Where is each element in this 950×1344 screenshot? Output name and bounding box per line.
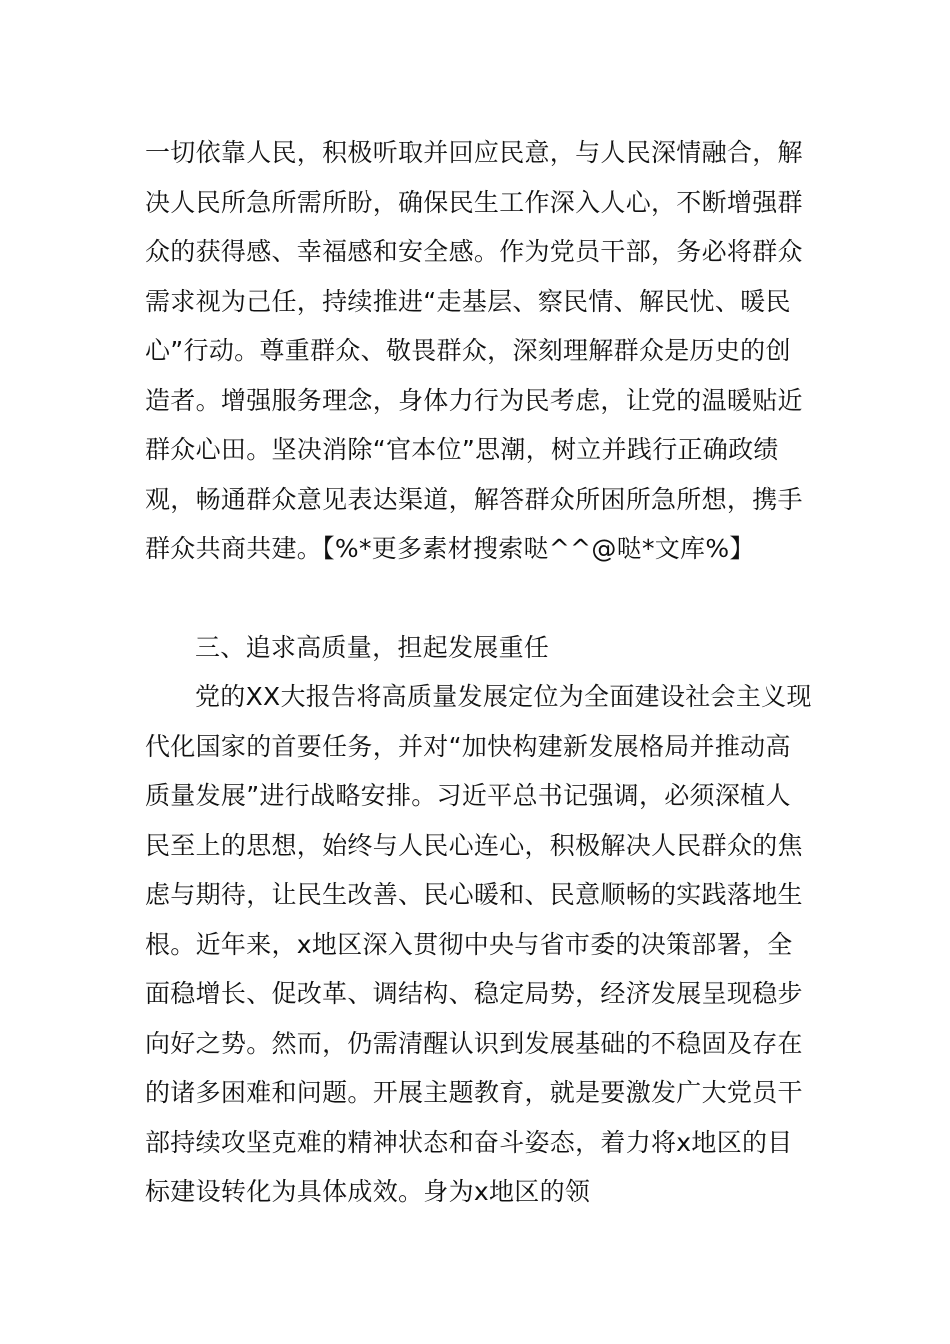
body-paragraph-1: 一切依靠人民，积极听取并回应民意，与人民深情融合，解决人民所急所需所盼，确保民生工作深入人心，不断增强群众的获得感、幸福感和安全感。作为党员干部，务必将群众需求视为己任，持续推进“走基层、察民情、解民忧、暖民心”行动。尊重群众、敬畏群众，深刻理解群众是历史的创造者。增强服务理念，身体力行为民考虑，让党的温暖贴近群众心田。坚决消除“官本位”思潮，树立并践行正确政绩观，畅通群众意见表达渠道，解答群众所困所急所想，携手群众共商共建。【%*更多素材搜索哒^^@哒*文库%】 [145, 138, 803, 563]
body-paragraph-2: 党的XX大报告将高质量发展定位为全面建设社会主义现代化国家的首要任务，并对“加快构建新发展格局并推动高质量发展”进行战略安排。习近平总书记强调，必须深植人民至上的思想，始终与人民心连心，积极解决人民群众的焦虑与期待，让民生改善、民心暖和、民意顺畅的实践落地生根。近年来，x地区深入贯彻中央与省市委的决策部署，全面稳增长、促改革、调结构、稳定局势，经济发展呈现稳步向好之势。然而，仍需清醒认识到发展基础的不稳固及存在的诸多困难和问题。开展主题教育，就是要激发广大党员干部持续攻坚克难的精神状态和奋斗姿态，着力将x地区的目标建设转化为具体成效。身为x地区的领 [145, 682, 812, 1206]
section-heading: 三、追求高质量，担起发展重任 [195, 633, 550, 662]
